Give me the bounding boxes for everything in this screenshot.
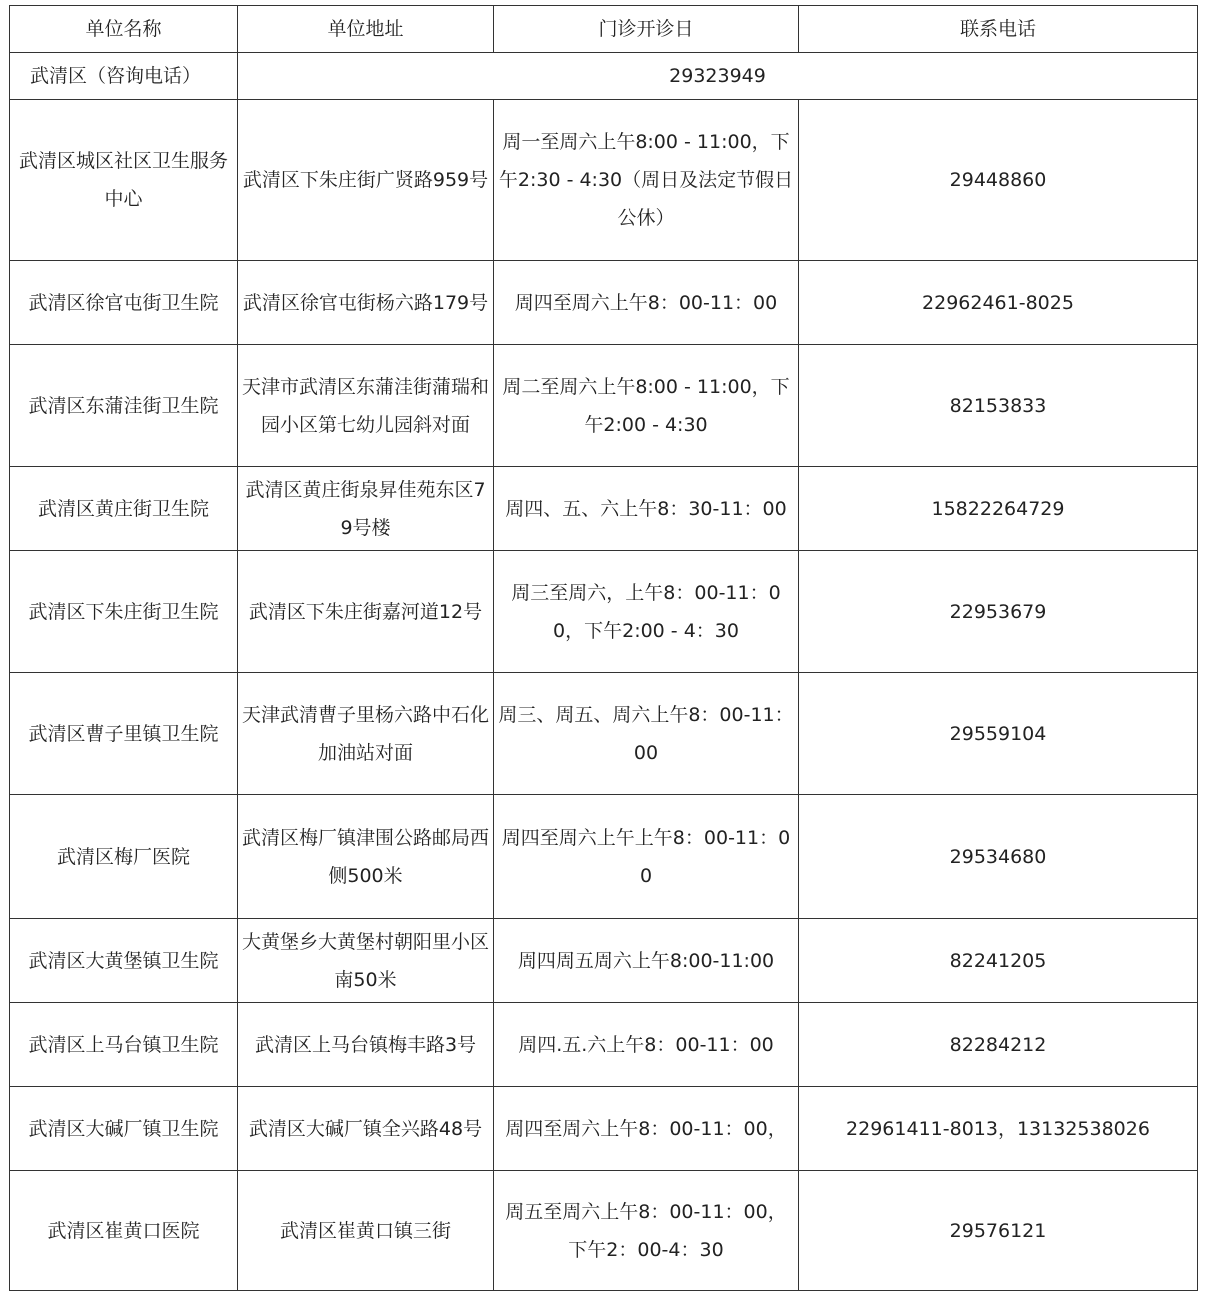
cell-hours: 周四周五周六上午8:00-11:00 xyxy=(494,919,799,1003)
cell-hours: 周五至周六上午8：00-11：00，下午2：00-4：30 xyxy=(494,1171,799,1291)
cell-hours: 周四、五、六上午8：30-11：00 xyxy=(494,467,799,551)
cell-address: 武清区上马台镇梅丰路3号 xyxy=(238,1003,494,1087)
cell-name: 武清区梅厂医院 xyxy=(10,795,238,919)
cell-address: 武清区黄庄街泉昇佳苑东区79号楼 xyxy=(238,467,494,551)
cell-phone: 29576121 xyxy=(799,1171,1198,1291)
clinic-table xyxy=(9,5,1198,1291)
header-address: 单位地址 xyxy=(238,6,494,53)
cell-name: 武清区崔黄口医院 xyxy=(10,1171,238,1291)
cell-hours: 周三至周六，上午8：00-11：00，下午2:00 - 4：30 xyxy=(494,551,799,673)
table-row xyxy=(10,1003,1198,1087)
cell-hours: 周三、周五、周六上午8：00-11：00 xyxy=(494,673,799,795)
cell-address: 武清区梅厂镇津围公路邮局西侧500米 xyxy=(238,795,494,919)
table-row xyxy=(10,919,1198,1003)
cell-name: 武清区上马台镇卫生院 xyxy=(10,1003,238,1087)
cell-phone: 82241205 xyxy=(799,919,1198,1003)
cell-phone: 22953679 xyxy=(799,551,1198,673)
cell-address: 天津市武清区东蒲洼街蒲瑞和园小区第七幼儿园斜对面 xyxy=(238,345,494,467)
cell-name: 武清区大碱厂镇卫生院 xyxy=(10,1087,238,1171)
cell-hours: 周二至周六上午8:00 - 11:00，下午2:00 - 4:30 xyxy=(494,345,799,467)
cell-address: 武清区大碱厂镇全兴路48号 xyxy=(238,1087,494,1171)
cell-hours: 周四至周六上午上午8：00-11：00 xyxy=(494,795,799,919)
cell-phone: 82153833 xyxy=(799,345,1198,467)
cell-hours: 周四.五.六上午8：00-11：00 xyxy=(494,1003,799,1087)
header-phone: 联系电话 xyxy=(799,6,1198,53)
table-row xyxy=(10,261,1198,345)
hotline-number: 29323949 xyxy=(238,53,1198,100)
cell-name: 武清区下朱庄街卫生院 xyxy=(10,551,238,673)
cell-hours: 周四至周六上午8：00-11：00 xyxy=(494,261,799,345)
cell-hours: 周一至周六上午8:00 - 11:00，下午2:30 - 4:30（周日及法定节假日公休） xyxy=(494,100,799,261)
cell-name: 武清区大黄堡镇卫生院 xyxy=(10,919,238,1003)
table-row xyxy=(10,551,1198,673)
cell-name: 武清区曹子里镇卫生院 xyxy=(10,673,238,795)
cell-address: 武清区下朱庄街广贤路959号 xyxy=(238,100,494,261)
cell-address: 武清区下朱庄街嘉河道12号 xyxy=(238,551,494,673)
cell-address: 武清区徐官屯街杨六路179号 xyxy=(238,261,494,345)
table-row xyxy=(10,467,1198,551)
header-name: 单位名称 xyxy=(10,6,238,53)
table-row xyxy=(10,1171,1198,1291)
cell-phone: 29448860 xyxy=(799,100,1198,261)
cell-phone: 29534680 xyxy=(799,795,1198,919)
cell-name: 武清区城区社区卫生服务中心 xyxy=(10,100,238,261)
table-row xyxy=(10,100,1198,261)
table-row xyxy=(10,795,1198,919)
cell-phone: 82284212 xyxy=(799,1003,1198,1087)
cell-phone: 29559104 xyxy=(799,673,1198,795)
cell-name: 武清区黄庄街卫生院 xyxy=(10,467,238,551)
cell-address: 武清区崔黄口镇三街 xyxy=(238,1171,494,1291)
cell-name: 武清区徐官屯街卫生院 xyxy=(10,261,238,345)
cell-address: 大黄堡乡大黄堡村朝阳里小区南50米 xyxy=(238,919,494,1003)
table-row xyxy=(10,345,1198,467)
table-row xyxy=(10,1087,1198,1171)
cell-phone: 22961411-8013，13132538026 xyxy=(799,1087,1198,1171)
cell-address: 天津武清曹子里杨六路中石化加油站对面 xyxy=(238,673,494,795)
header-hours: 门诊开诊日 xyxy=(494,6,799,53)
cell-phone: 15822264729 xyxy=(799,467,1198,551)
hotline-label: 武清区（咨询电话） xyxy=(10,53,238,100)
cell-name: 武清区东蒲洼街卫生院 xyxy=(10,345,238,467)
table-row xyxy=(10,673,1198,795)
hotline-row xyxy=(10,53,1198,100)
cell-phone: 22962461-8025 xyxy=(799,261,1198,345)
header-row xyxy=(10,6,1198,53)
cell-hours: 周四至周六上午8：00-11：00， xyxy=(494,1087,799,1171)
